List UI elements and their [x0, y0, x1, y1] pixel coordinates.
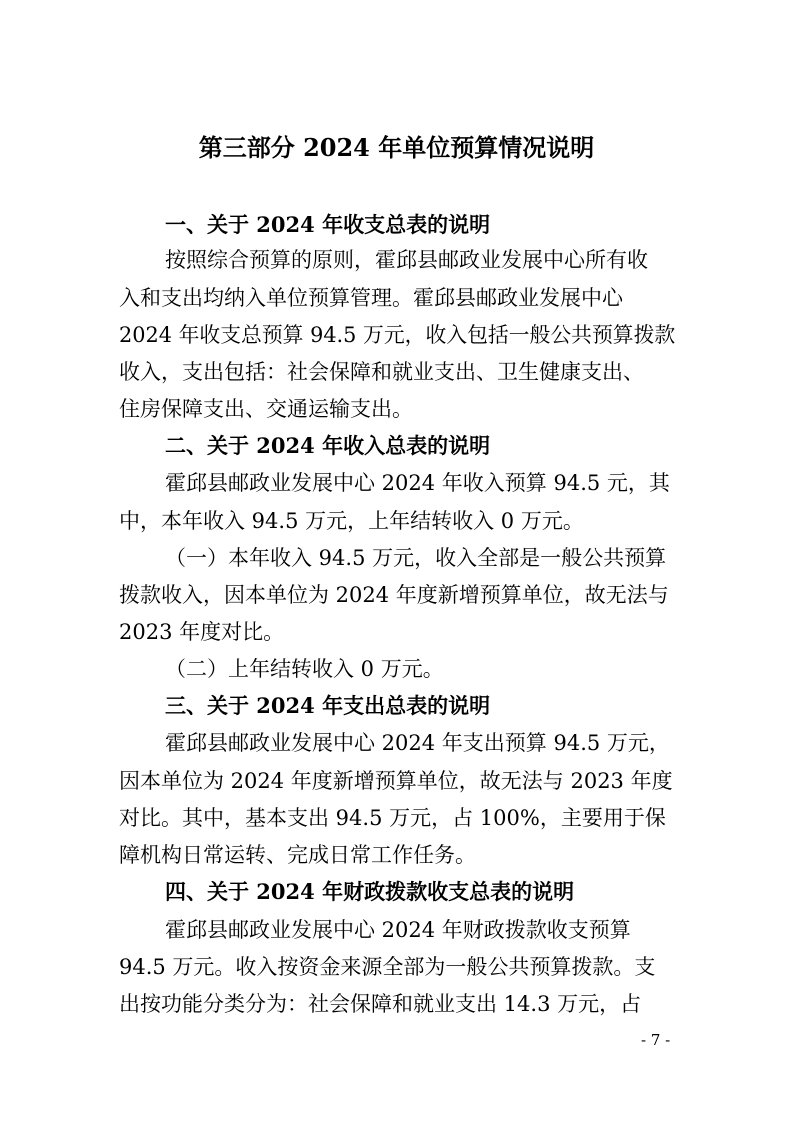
section-4-line-3: 出按功能分类分为：社会保障和就业支出 14.3 万元，占 — [119, 992, 642, 1016]
section-2-line-3: （一）本年收入 94.5 万元，收入全部是一般公共预算 — [165, 546, 667, 570]
section-1-line-3: 2024 年收支总预算 94.5 万元，收入包括一般公共预算拨款 — [119, 323, 676, 347]
section-1-line-4: 收入，支出包括：社会保障和就业支出、卫生健康支出、 — [119, 360, 644, 384]
section-2-line-2: 中，本年收入 94.5 万元，上年结转收入 0 万元。 — [119, 509, 584, 533]
section-3-heading: 三、关于 2024 年支出总表的说明 — [165, 693, 491, 718]
section-4-line-2: 94.5 万元。收入按资金来源全部为一般公共预算拨款。支 — [119, 955, 656, 979]
section-4-line-1: 霍邱县邮政业发展中心 2024 年财政拨款收支预算 — [165, 918, 631, 942]
section-1-line-2: 入和支出均纳入单位预算管理。霍邱县邮政业发展中心 — [119, 286, 623, 310]
section-3-line-2: 因本单位为 2024 年度新增预算单位，故无法与 2023 年度 — [119, 769, 673, 793]
section-2-heading: 二、关于 2024 年收入总表的说明 — [165, 433, 491, 458]
section-1-heading: 一、关于 2024 年收支总表的说明 — [165, 212, 491, 237]
page-number: - 7 - — [641, 1031, 671, 1049]
section-2-line-5: 2023 年度对比。 — [119, 620, 285, 644]
section-1-line-5: 住房保障支出、交通运输支出。 — [119, 397, 413, 421]
page-title: 第三部分 2024 年单位预算情况说明 — [198, 133, 595, 162]
section-2-line-1: 霍邱县邮政业发展中心 2024 年收入预算 94.5 元，其 — [165, 471, 670, 495]
section-3-line-4: 障机构日常运转、完成日常工作任务。 — [119, 843, 476, 867]
section-3-line-3: 对比。其中，基本支出 94.5 万元，占 100%，主要用于保 — [119, 806, 666, 830]
section-2-line-6: （二）上年结转收入 0 万元。 — [165, 657, 444, 681]
section-3-line-1: 霍邱县邮政业发展中心 2024 年支出预算 94.5 万元， — [165, 731, 670, 755]
section-2-line-4: 拨款收入，因本单位为 2024 年度新增预算单位，故无法与 — [119, 583, 669, 607]
section-1-line-1: 按照综合预算的原则，霍邱县邮政业发展中心所有收 — [165, 248, 648, 272]
section-4-heading: 四、关于 2024 年财政拨款收支总表的说明 — [165, 879, 575, 904]
